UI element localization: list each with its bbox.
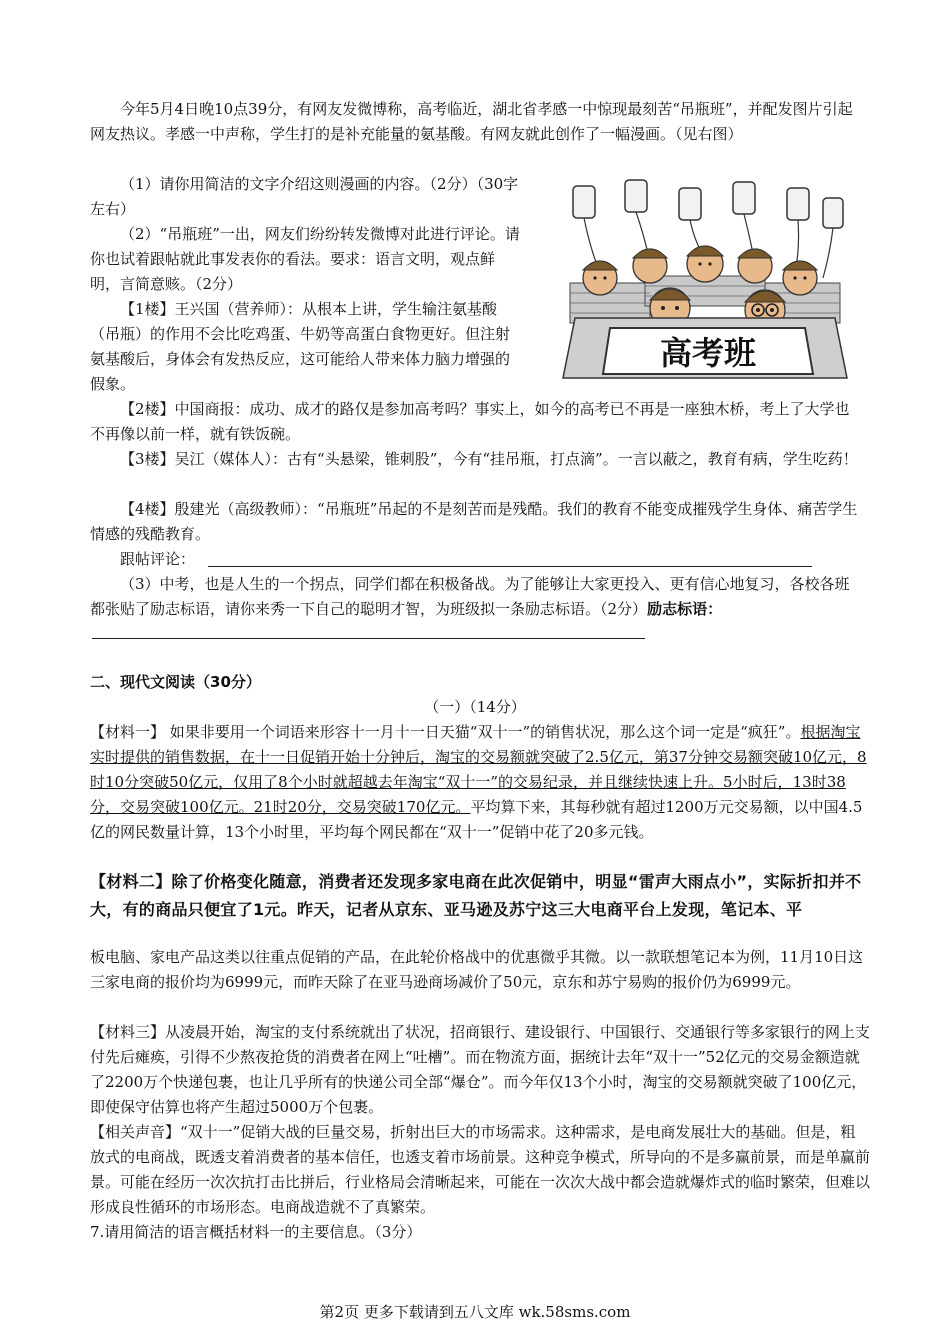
material-1-tail: 平均算下来，其每秒就有超过1200万元交易额，以中国4.5亿的网民数量计算，13个小时里，平均每个网民都在“双十一”促销中花了20多元钱。 [90,798,863,841]
floor-2-post: 【2楼】中国商报：成功、成才的路仅是参加高考吗？事实上，如今的高考已不再是一座独木桥，考上了大学也不再像以前一样，就有铁饭碗。 [90,400,850,443]
question-1: （1）请你用简洁的文字介绍这则漫画的内容。（2分）（30字左右） [90,175,519,218]
floor-1-post: 【1楼】王兴国（营养师）：从根本上讲，学生输注氨基酸（吊瓶）的作用不会比吃鸡蛋、牛奶等高蛋白食物更好。但注射氨基酸后，身体会有发热反应，这可能给人带来体力脑力增强的假象。 [90,300,511,393]
cartoon-banner-label: 高考班 [659,334,757,372]
part-1-title: （一）（14分） [424,698,526,716]
material-2-image-text: 【材料二】除了价格变化随意，消费者还发现多家电商在此次促销中，明显“雷声大雨点小”，实际折扣并不大，有的商品只便宜了1元。昨天，记者从京东、亚马逊及苏宁这三大电商平台上发现，笔记本、平 [90,872,862,919]
intro-paragraph: 今年5月4日晚10点39分，有网友发微博称，高考临近，湖北省孝感一中惊现最刻苦“吊瓶班”，并配发图片引起网友热议。孝感一中声称，学生打的是补充能量的氨基酸。有网友就此创作了一幅漫画。（见右图） [90,100,853,143]
slogan-answer-line [92,638,645,639]
related-voices: 【相关声音】“双十一”促销大战的巨量交易，折射出巨大的市场需求。这种需求，是电商发展壮大的基础。但是，粗放式的电商战，既透支着消费者的基本信任，也透支着市场前景。这种竞争模式，所导向的不是多赢前景，而是单赢前景。可能在经历一次次抗打击比拼后，行业格局会清晰起来，可能在一次次大战中都会造就爆炸式的临时繁荣，但难以形成良性循环的市场形态。电商战造就不了真繁荣。 [90,1123,871,1216]
material-1 [90,720,875,845]
question-3-text: （3）中考，也是人生的一个拐点，同学们都在积极备战。为了能够让大家更投入、更有信心地复习，各校各班都张贴了励志标语，请你来秀一下自己的聪明才智，为班级拟一条励志标语。（2分） [90,575,850,618]
gaokao-class-cartoon [555,178,855,388]
slogan-label: 励志标语： [647,600,723,618]
page-footer: 第2页 更多下载请到五八文库 wk.58sms.com [319,1303,631,1321]
section-title: 二、现代文阅读（30分） [90,673,261,691]
question-3 [90,572,860,622]
comment-answer-line [208,566,812,567]
material-1-lead: 【材料一】 如果非要用一个词语来形容十一月十一日天猫“双十一”的销售状况，那么这个词一定是“疯狂”。 [90,723,801,741]
material-2-rest: 板电脑、家电产品这类以往重点促销的产品，在此轮价格战中的优惠微乎其微。以一款联想笔记本为例，11月10日这三家电商的报价均为6999元，而昨天除了在亚马逊商场减价了50元，京东和苏宁易购的报价仍为6999元。 [90,948,864,991]
comment-label: 跟帖评论： [120,550,196,568]
question-7: 7.请用简洁的语言概括材料一的主要信息。（3分） [90,1223,422,1241]
floor-4-post: 【4楼】殷建光（高级教师）：“吊瓶班”吊起的不是刻苦而是残酷。我们的教育不能变成摧残学生身体、痛苦学生情感的残酷教育。 [90,500,858,543]
question-2: （2）“吊瓶班”一出，网友们纷纷转发微博对此进行评论。请你也试着跟帖就此事发表你的看法。要求：语言文明，观点鲜明，言简意赅。（2分） [90,225,520,293]
material-3: 【材料三】从凌晨开始，淘宝的支付系统就出了状况，招商银行、建设银行、中国银行、交通银行等多家银行的网上支付先后瘫痪，引得不少熬夜抢货的消费者在网上“吐槽”。而在物流方面，据统计去年“双十一”52亿元的交易金额造就了2200万个快递包裹，也让几乎所有的快递公司全部“爆仓”。而今年仅13个小时，淘宝的交易额就突破了100亿元，即使保守估算也将产生超过5000万个包裹。 [90,1023,871,1116]
material-1-underlined: 根据淘宝实时提供的销售数据，在十一日促销开始十分钟后，淘宝的交易额就突破了2.5亿元，第37分钟交易额突破10亿元，8时10分突破50亿元，仅用了8个小时就超越去年淘宝“双十一”的交易纪录，并且继续快速上升。5小时后，13时38分，交易突破100亿元。21时20分，交易突破170亿元。 [90,723,867,816]
floor-3-post: 【3楼】吴江（媒体人）：古有“头悬梁，锥刺股”，今有“挂吊瓶，打点滴”。一言以蔽之，教育有病，学生吃药！ [120,450,858,468]
